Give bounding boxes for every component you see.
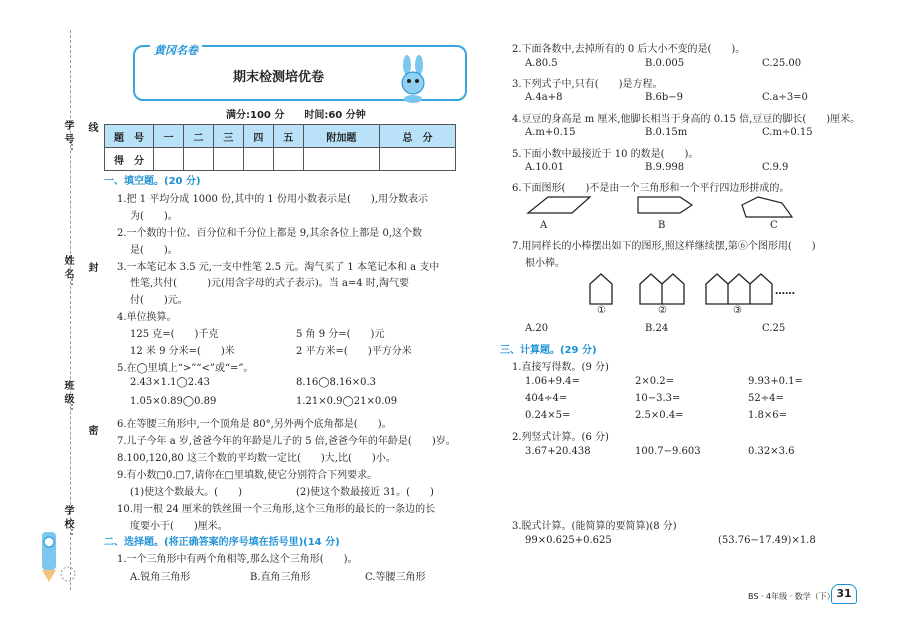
figure-label: ① — [597, 305, 606, 316]
vertical-calc-item: 100.7−9.603 — [635, 446, 701, 457]
mental-math-item: 2.5×0.4= — [635, 410, 684, 421]
vertical-calc-item: 3.67+20.438 — [525, 446, 591, 457]
rabbit-mascot-icon — [393, 55, 433, 103]
score-cell[interactable] — [183, 148, 213, 171]
section-calculation-title: 三、计算题。(29 分) — [500, 345, 597, 356]
score-cell[interactable] — [154, 148, 184, 171]
house-figure-2 — [640, 274, 684, 304]
mental-math-item: 0.24×5= — [525, 410, 571, 421]
choice-option: B.0.15m — [645, 127, 688, 138]
choice-option: C.25 — [762, 323, 786, 334]
brand-logo: 黄冈名卷 — [150, 42, 202, 58]
figure-b-shape — [638, 197, 692, 213]
figure-label: ② — [658, 305, 667, 316]
question-text: 是( )。 — [130, 245, 178, 256]
choice-option: C.a÷3=0 — [762, 92, 808, 103]
question-text: 5.在◯里填上“>”“<”或“=”。 — [117, 363, 254, 374]
choice-option: B.6b−9 — [645, 92, 684, 103]
choice-option: C.9.9 — [762, 162, 789, 173]
score-cell[interactable] — [379, 148, 455, 171]
score-table-row — [105, 148, 456, 171]
mental-math-item: 1.06+9.4= — [525, 376, 580, 387]
choice-option: C.等腰三角形 — [365, 572, 426, 583]
figure-label: A — [540, 220, 548, 231]
choice-option: A.4a+8 — [525, 92, 563, 103]
score-header-cell: 附加题 — [303, 125, 379, 148]
step-calc-item: (53.76−17.49)×1.8 — [718, 535, 816, 546]
choice-option: A.10.01 — [525, 162, 565, 173]
score-row-label: 得 分 — [105, 148, 154, 171]
compare-item: 1.21×0.9◯21×0.09 — [296, 396, 398, 407]
label-student-number: 学 号： — [62, 120, 73, 154]
question-text: 2.一个数的十位、百分位和千分位上都是 9,其余各位上都是 0,这个数 — [117, 228, 422, 239]
score-cell[interactable] — [243, 148, 273, 171]
question-text: 根小棒。 — [525, 258, 565, 269]
question-text: 6.在等腰三角形中,一个顶角是 80°,另外两个底角都是( )。 — [117, 419, 392, 430]
score-header-cell: 四 — [243, 125, 273, 148]
score-cell[interactable] — [273, 148, 303, 171]
mental-math-item: 2×0.2= — [635, 376, 675, 387]
score-table-header-row — [105, 125, 456, 148]
label-class: 班 级： — [62, 380, 73, 414]
question-text: 6.下面图形( )不是由一个三角形和一个平行四边形拼成的。 — [512, 183, 790, 194]
house-figure-1 — [590, 274, 612, 304]
footer-course-info: BS · 4年级 · 数学（下） — [748, 592, 835, 601]
question-text: 2.列竖式计算。(6 分) — [512, 432, 609, 443]
page-title: 期末检测培优卷 — [233, 70, 325, 85]
question-text: 3.下列式子中,只有( )是方程。 — [512, 79, 663, 90]
mental-math-item: 1.8×6= — [748, 410, 788, 421]
unit-conversion-item: 125 克=( )千克 — [130, 329, 219, 340]
question-text: 2.下面各数中,去掉所有的 0 后大小不变的是( )。 — [512, 44, 746, 55]
choice-option: A.20 — [525, 323, 549, 334]
choice-option: C.25.00 — [762, 58, 802, 69]
question-text: 度要小于( )厘米。 — [130, 521, 228, 532]
question-text: 4.豆豆的身高是 m 厘米,他脚长相当于身高的 0.15 倍,豆豆的脚长( )厘米。 — [512, 114, 861, 125]
question-text: 5.下面小数中最接近于 10 的数是( )。 — [512, 149, 699, 160]
score-cell[interactable] — [213, 148, 243, 171]
unit-conversion-item: 5 角 9 分=( )元 — [296, 329, 385, 340]
question-text: 1.直接写得数。(9 分) — [512, 362, 609, 373]
compare-item: 2.43×1.1◯2.43 — [130, 377, 211, 388]
choice-option: B.0.005 — [645, 58, 685, 69]
section-fill-blank-title: 一、填空题。(20 分) — [104, 176, 201, 187]
section-choice-title: 二、选择题。(将正确答案的序号填在括号里)(14 分) — [104, 537, 340, 548]
stick-house-figures — [580, 270, 780, 312]
score-header-cell: 一 — [154, 125, 184, 148]
binding-mark-line: 线 — [86, 122, 97, 132]
question-text: 9.有小数□0.□7,请你在□里填数,使它分别符合下列要求。 — [117, 470, 378, 481]
unit-conversion-item: 2 平方米=( )平方分米 — [296, 346, 412, 357]
label-school: 学 校： — [62, 505, 73, 539]
score-header-cell: 二 — [183, 125, 213, 148]
choice-option: A.m+0.15 — [525, 127, 576, 138]
question-text: 8.100,120,80 这三个数的平均数一定比( )大,比( )小。 — [117, 453, 396, 464]
continuation-dots: …… — [775, 286, 795, 297]
house-figure-3 — [706, 274, 772, 304]
score-header-cell: 五 — [273, 125, 303, 148]
figure-c-shape — [742, 197, 792, 217]
question-text: 10.用一根 24 厘米的铁丝围一个三角形,这个三角形的最长的一条边的长 — [117, 504, 436, 515]
figure-label: C — [770, 220, 778, 231]
score-cell[interactable] — [303, 148, 379, 171]
choice-option: B.9.998 — [645, 162, 685, 173]
mental-math-item: 404÷4= — [525, 393, 568, 404]
question-text: 性笔,共付( )元(用含字母的式子表示)。当 a=4 时,淘气要 — [130, 278, 410, 289]
question-text: 为( )。 — [130, 211, 178, 222]
question-text: 7.用同样长的小棒摆出如下的图形,照这样继续摆,第⑥个图形用( ) — [512, 241, 816, 252]
question-subitem: (1)使这个数最大。( ) — [130, 487, 242, 498]
figure-label: B — [658, 220, 666, 231]
mental-math-item: 52÷4= — [748, 393, 784, 404]
question-text: 1.一个三角形中有两个角相等,那么这个三角形( )。 — [117, 554, 358, 565]
binding-mark-secret: 密 — [86, 425, 97, 435]
question-text: 7.儿子今年 a 岁,爸爸今年的年龄是儿子的 5 倍,爸爸今年的年龄是( )岁。 — [117, 436, 456, 447]
choice-option: C.m÷0.15 — [762, 127, 813, 138]
question-text: 3.脱式计算。(能简算的要简算)(8 分) — [512, 521, 677, 532]
question-text: 付( )元。 — [130, 295, 188, 306]
choice-option: B.24 — [645, 323, 669, 334]
label-name: 姓 名： — [62, 255, 73, 289]
step-calc-item: 99×0.625+0.625 — [525, 535, 612, 546]
pencil-mascot-icon — [30, 528, 80, 584]
score-table — [104, 124, 456, 171]
choice-option: B.直角三角形 — [250, 572, 311, 583]
compare-item: 1.05×0.89◯0.89 — [130, 396, 217, 407]
question-text: 1.把 1 平均分成 1000 份,其中的 1 份用小数表示是( ),用分数表示 — [117, 194, 428, 205]
question-subitem: (2)使这个数最接近 31。( ) — [296, 487, 434, 498]
score-header-cell: 三 — [213, 125, 243, 148]
score-time-info: 满分:100 分 时间:60 分钟 — [226, 110, 366, 121]
binding-mark-seal: 封 — [86, 262, 97, 272]
score-header-cell: 总 分 — [379, 125, 455, 148]
question-text: 3.一本笔记本 3.5 元,一支中性笔 2.5 元。淘气买了 1 本笔记本和 a 支中 — [117, 262, 440, 273]
choice-option: A.锐角三角形 — [130, 572, 191, 583]
question-text: 4.单位换算。 — [117, 312, 177, 323]
mental-math-item: 10−3.3= — [635, 393, 681, 404]
score-header-cell: 题 号 — [105, 125, 154, 148]
page-number: 31 — [831, 584, 857, 604]
figure-label: ③ — [733, 305, 742, 316]
compare-item: 8.16◯8.16×0.3 — [296, 377, 377, 388]
unit-conversion-item: 12 米 9 分米=( )米 — [130, 346, 235, 357]
mental-math-item: 9.93+0.1= — [748, 376, 803, 387]
vertical-calc-item: 0.32×3.6 — [748, 446, 795, 457]
figure-a-shape — [528, 197, 590, 213]
choice-option: A.80.5 — [525, 58, 558, 69]
